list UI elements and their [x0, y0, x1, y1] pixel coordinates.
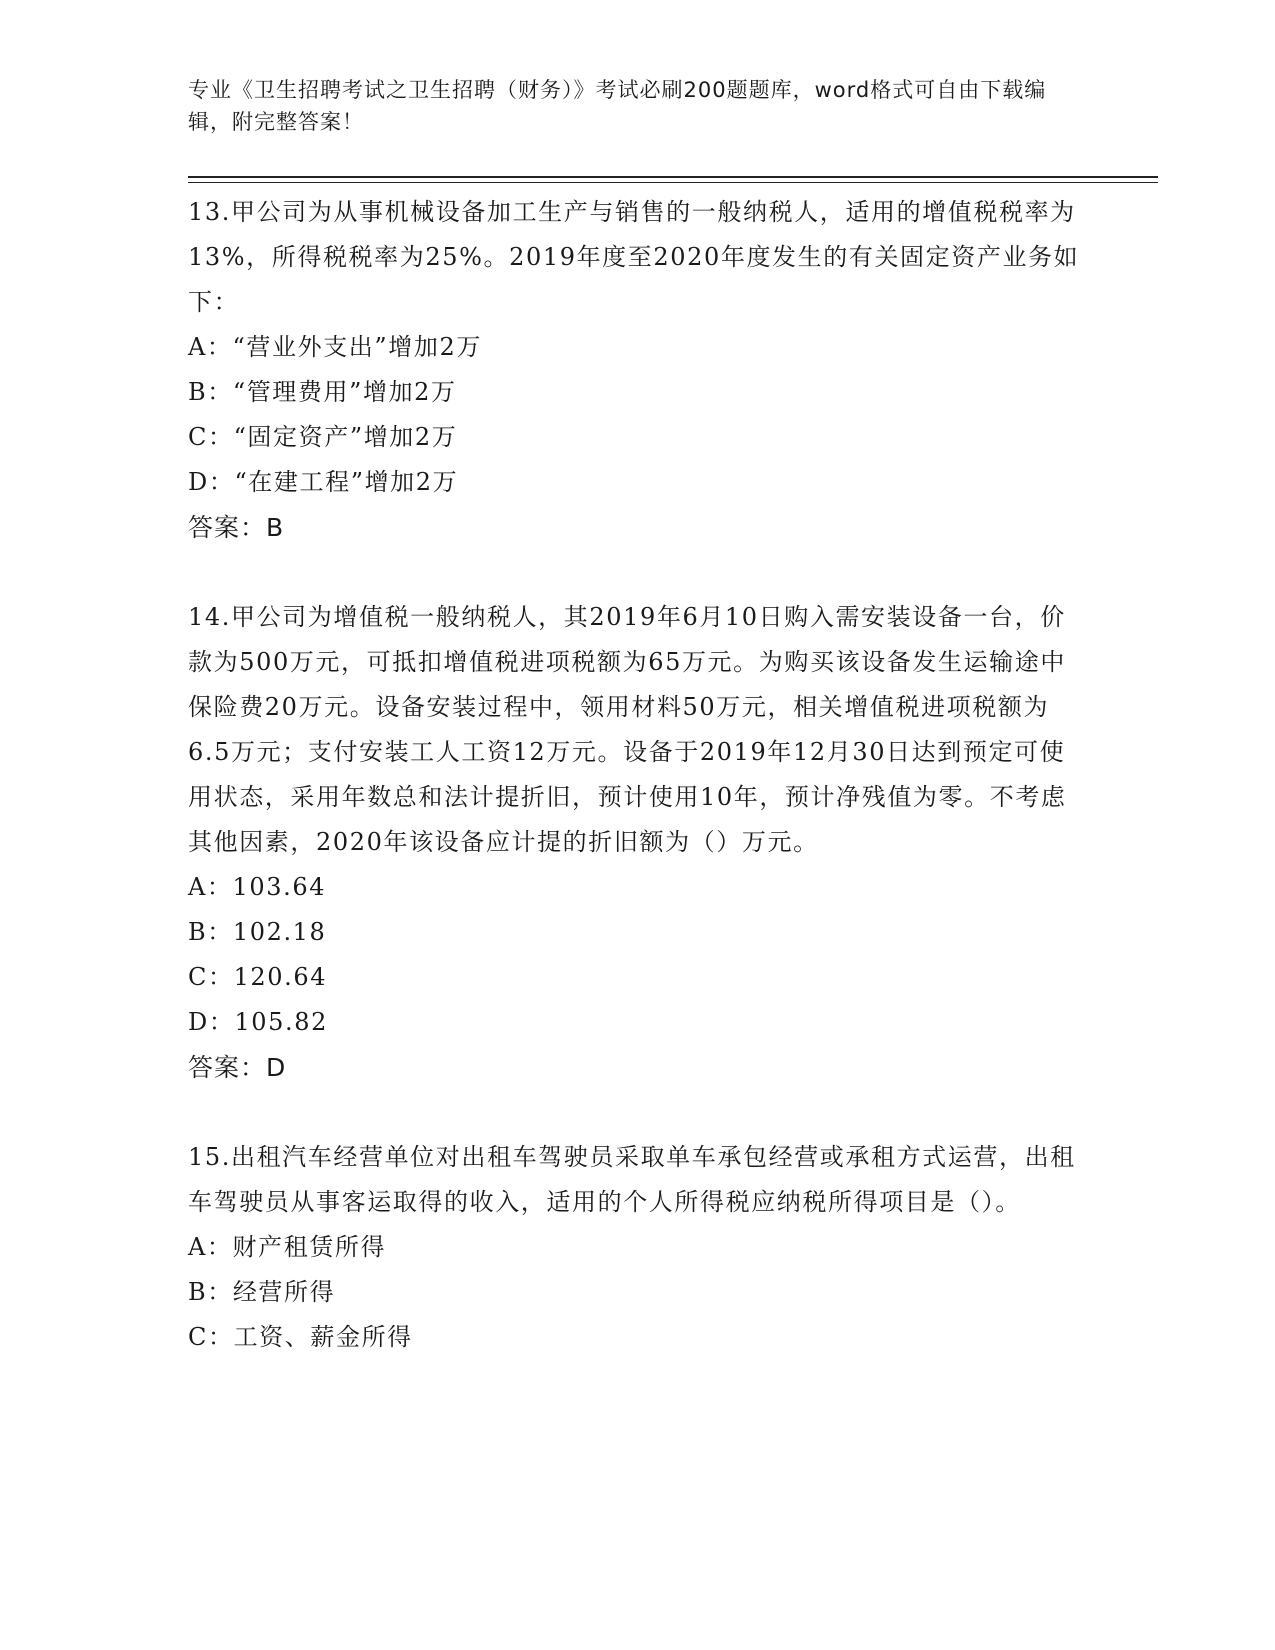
option-b: B：经营所得 — [188, 1278, 336, 1306]
question-text: 15.出租汽车经营单位对出租车驾驶员采取单车承包经营或承租方式运营，出租车驾驶员从事客运取得的收入，适用的个人所得税应纳税所得项目是（）。 — [188, 1143, 1076, 1216]
answer: 答案：B — [188, 513, 285, 542]
option-a: A：财产租赁所得 — [188, 1233, 387, 1261]
header-divider-thin — [188, 182, 1158, 183]
question-text: 14.甲公司为增值税一般纳税人，其2019年6月10日购入需安装设备一台，价款为500万元，可抵扣增值税进项税额为65万元。为购买该设备发生运输途中保险费20万元。设备安装过程中，领用材料50万元，相关增值税进项税额为6.5万元；支付安装工人工资12万元。设备于2019年12月30日达到预定可使用状态，采用年数总和法计提折旧，预计使用10年，预计净残值为零。不考虑其他因素，2020年该设备应计提的折旧额为（）万元。 — [188, 603, 1067, 856]
question-text: 13.甲公司为从事机械设备加工生产与销售的一般纳税人，适用的增值税税率为13%，所得税税率为25%。2019年度至2020年度发生的有关固定资产业务如下： — [188, 198, 1080, 316]
option-b: B：102.18 — [188, 918, 327, 946]
question-13 — [188, 190, 1088, 550]
option-d: D：“在建工程”增加2万 — [188, 468, 459, 496]
document-header: 专业《卫生招聘考试之卫生招聘（财务）》考试必刷200题题库，word格式可自由下载编辑，附完整答案！ — [188, 78, 1047, 134]
question-spacer — [188, 1090, 1088, 1135]
option-c: C：120.64 — [188, 963, 328, 991]
option-b: B：“管理费用”增加2万 — [188, 378, 457, 406]
question-14 — [188, 595, 1088, 1090]
question-list — [188, 190, 1088, 1360]
option-d: D：105.82 — [188, 1008, 329, 1036]
question-spacer — [188, 550, 1088, 595]
option-a: A：“营业外支出”增加2万 — [188, 333, 482, 361]
header-divider-thick — [188, 176, 1158, 178]
answer: 答案：D — [188, 1053, 287, 1082]
option-c: C：“固定资产”增加2万 — [188, 423, 458, 451]
option-c: C：工资、薪金所得 — [188, 1323, 413, 1351]
question-15 — [188, 1135, 1088, 1360]
option-a: A：103.64 — [188, 873, 327, 901]
